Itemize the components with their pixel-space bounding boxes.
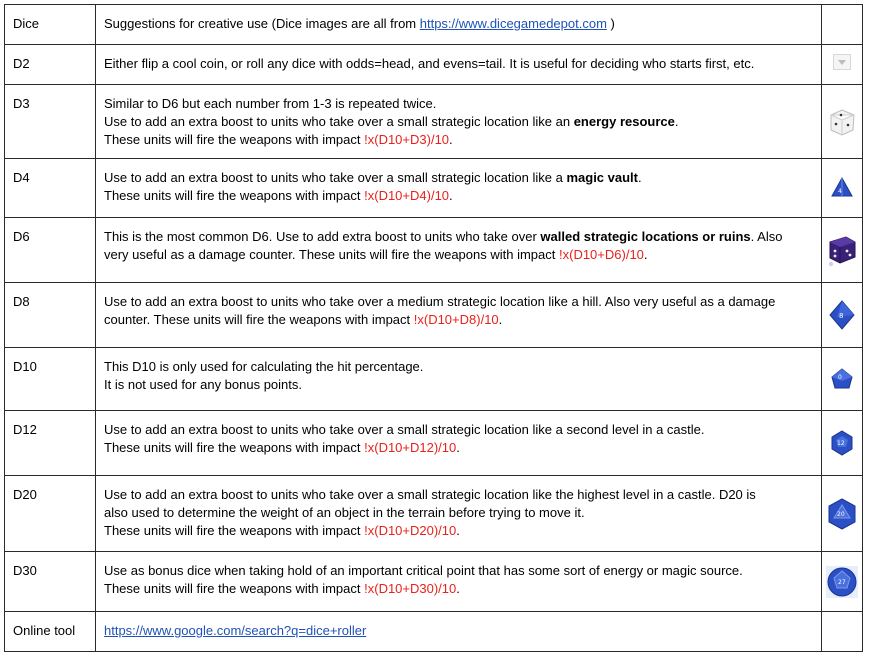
- d6-formula: !x(D10+D6)/10: [559, 247, 644, 262]
- d4-line1: [104, 169, 813, 187]
- header-dice-cell: [5, 5, 96, 45]
- table-row: [5, 476, 863, 552]
- die-name: D8: [13, 294, 30, 309]
- die-image-cell: [822, 476, 863, 552]
- d30-impact-text: These units will fire the weapons with impact: [104, 581, 365, 596]
- die-image-cell: [822, 159, 863, 218]
- die-name-cell: [5, 45, 96, 85]
- d20-line1: Use to add an extra boost to units who take over a small strategic location like the highest level in a castle. D20 is: [104, 487, 756, 502]
- d12-formula: !x(D10+D12)/10: [364, 440, 457, 455]
- header-suggestions-end: ): [606, 16, 615, 31]
- d3-line1: Similar to D6 but each number from 1-3 is repeated twice.: [104, 96, 437, 111]
- die-image-cell: [822, 85, 863, 159]
- die-name: D20: [13, 487, 37, 502]
- table-row: [5, 159, 863, 218]
- d4-blue-die-icon: [829, 175, 855, 201]
- die-name-cell: [5, 411, 96, 476]
- die-image-cell: [822, 348, 863, 411]
- d3-impact-text: These units will fire the weapons with impact: [104, 132, 365, 147]
- d20-blue-die-icon: [826, 497, 858, 531]
- die-description-cell: [96, 283, 822, 348]
- d20-formula: !x(D10+D20)/10: [364, 523, 457, 538]
- d30-line2: [104, 580, 813, 598]
- d2-description: Either flip a cool coin, or roll any dice with odds=head, and evens=tail. It is useful for deciding who starts first, etc.: [104, 56, 755, 71]
- table-row: [5, 348, 863, 411]
- dice-roller-link[interactable]: https://www.google.com/search?q=dice+roller: [104, 623, 367, 638]
- die-image-cell: [822, 45, 863, 85]
- d4-bold-magic-vault: magic vault: [566, 170, 638, 185]
- die-name: D12: [13, 422, 37, 437]
- d3-line2-text: Use to add an extra boost to units who take over a small strategic location like an: [104, 114, 574, 129]
- die-description-cell: [96, 159, 822, 218]
- d12-impact-text: These units will fire the weapons with impact: [104, 440, 365, 455]
- header-suggestions-text: Suggestions for creative use (Dice images are all from: [104, 16, 420, 31]
- table-row: [5, 411, 863, 476]
- d6-line2: [104, 246, 813, 264]
- die-name: D4: [13, 170, 30, 185]
- d12-line1: Use to add an extra boost to units who take over a small strategic location like a second level in a castle.: [104, 422, 705, 437]
- die-name-cell: [5, 476, 96, 552]
- dice-table: [4, 4, 863, 652]
- d6-line1: [104, 228, 813, 246]
- d6-line1-end: . Also: [750, 229, 783, 244]
- svg-text:4: 4: [838, 188, 842, 195]
- d3-line2-end: .: [674, 114, 679, 129]
- d20-line2: also used to determine the weight of an object in the terrain before trying to move it.: [104, 505, 585, 520]
- d10-line2: It is not used for any bonus points.: [104, 377, 303, 392]
- online-tool-label-cell: [5, 612, 96, 652]
- dropdown-caret-icon[interactable]: [833, 54, 851, 70]
- d30-formula: !x(D10+D30)/10: [364, 581, 457, 596]
- header-dice-label: Dice: [13, 16, 40, 31]
- die-name-cell: [5, 552, 96, 612]
- die-image-cell: [822, 218, 863, 283]
- die-name-cell: [5, 159, 96, 218]
- d12-tail: .: [456, 440, 460, 455]
- d3-bold-energy-resource: energy resource: [573, 114, 675, 129]
- d8-line1: Use to add an extra boost to units who take over a medium strategic location like a hill. Also very useful as a damage: [104, 294, 776, 309]
- online-tool-label: Online tool: [13, 623, 76, 638]
- d20-tail: .: [456, 523, 460, 538]
- d12-line2: [104, 439, 813, 457]
- die-description-cell: [96, 476, 822, 552]
- online-tool-link-cell: [96, 612, 822, 652]
- d4-tail: .: [449, 188, 453, 203]
- die-image-cell: [822, 552, 863, 612]
- d30-blue-die-icon: [825, 565, 859, 599]
- table-footer-row: [5, 612, 863, 652]
- d4-line1-end: .: [638, 170, 642, 185]
- d30-tail: .: [456, 581, 460, 596]
- d3-formula: !x(D10+D3)/10: [364, 132, 450, 147]
- d3-line3: [104, 131, 813, 149]
- d8-blue-die-icon: [827, 299, 857, 331]
- d30-line1: Use as bonus dice when taking hold of an important critical point that has some sort of energy or magic source.: [104, 563, 743, 578]
- die-name-cell: [5, 85, 96, 159]
- table-row: [5, 218, 863, 283]
- d20-line3: [104, 522, 813, 540]
- dicegamedepot-link[interactable]: https://www.dicegamedepot.com: [419, 16, 607, 31]
- d8-formula: !x(D10+D8)/10: [413, 312, 499, 327]
- header-suggestions-cell: [96, 5, 822, 45]
- footer-image-cell: [822, 612, 863, 652]
- die-description-cell: [96, 348, 822, 411]
- die-name-cell: [5, 218, 96, 283]
- die-name: D30: [13, 563, 37, 578]
- die-description-cell: [96, 218, 822, 283]
- die-description-cell: [96, 552, 822, 612]
- die-name: D3: [13, 96, 30, 111]
- d6-purple-die-icon: [826, 233, 858, 267]
- table-row: [5, 283, 863, 348]
- svg-text:12: 12: [837, 440, 845, 447]
- d12-blue-die-icon: [829, 429, 855, 457]
- d4-line2: [104, 187, 813, 205]
- d8-impact-text: counter. These units will fire the weapons with impact: [104, 312, 414, 327]
- table-row: [5, 552, 863, 612]
- d6-impact-text: very useful as a damage counter. These units will fire the weapons with impact: [104, 247, 559, 262]
- die-description-cell: [96, 85, 822, 159]
- die-name: D6: [13, 229, 30, 244]
- d6-line1-text: This is the most common D6. Use to add extra boost to units who take over: [104, 229, 541, 244]
- d4-formula: !x(D10+D4)/10: [364, 188, 450, 203]
- die-name: D2: [13, 56, 30, 71]
- die-description-cell: [96, 411, 822, 476]
- d3-white-die-icon: [825, 105, 859, 139]
- die-image-cell: [822, 411, 863, 476]
- die-description-cell: [96, 45, 822, 85]
- d6-bold-walled-locations: walled strategic locations or ruins: [540, 229, 751, 244]
- die-name: D10: [13, 359, 37, 374]
- header-image-cell: [822, 5, 863, 45]
- svg-text:20: 20: [837, 510, 845, 518]
- d4-impact-text: These units will fire the weapons with impact: [104, 188, 365, 203]
- svg-text:27: 27: [838, 578, 846, 586]
- d3-line2: [104, 113, 813, 131]
- die-image-cell: [822, 283, 863, 348]
- die-name-cell: [5, 348, 96, 411]
- svg-text:0: 0: [838, 374, 842, 381]
- table-header-row: [5, 5, 863, 45]
- d10-blue-die-icon: [829, 366, 855, 392]
- svg-text:8: 8: [839, 312, 844, 320]
- table-row: [5, 45, 863, 85]
- d8-line2: [104, 311, 813, 329]
- table-row: [5, 85, 863, 159]
- d6-tail: .: [643, 247, 648, 262]
- d10-line1: This D10 is only used for calculating the hit percentage.: [104, 359, 424, 374]
- d3-tail: .: [449, 132, 453, 147]
- d8-tail: .: [498, 312, 503, 327]
- d20-impact-text: These units will fire the weapons with impact: [104, 523, 365, 538]
- die-name-cell: [5, 283, 96, 348]
- d4-line1-text: Use to add an extra boost to units who take over a small strategic location like a: [104, 170, 567, 185]
